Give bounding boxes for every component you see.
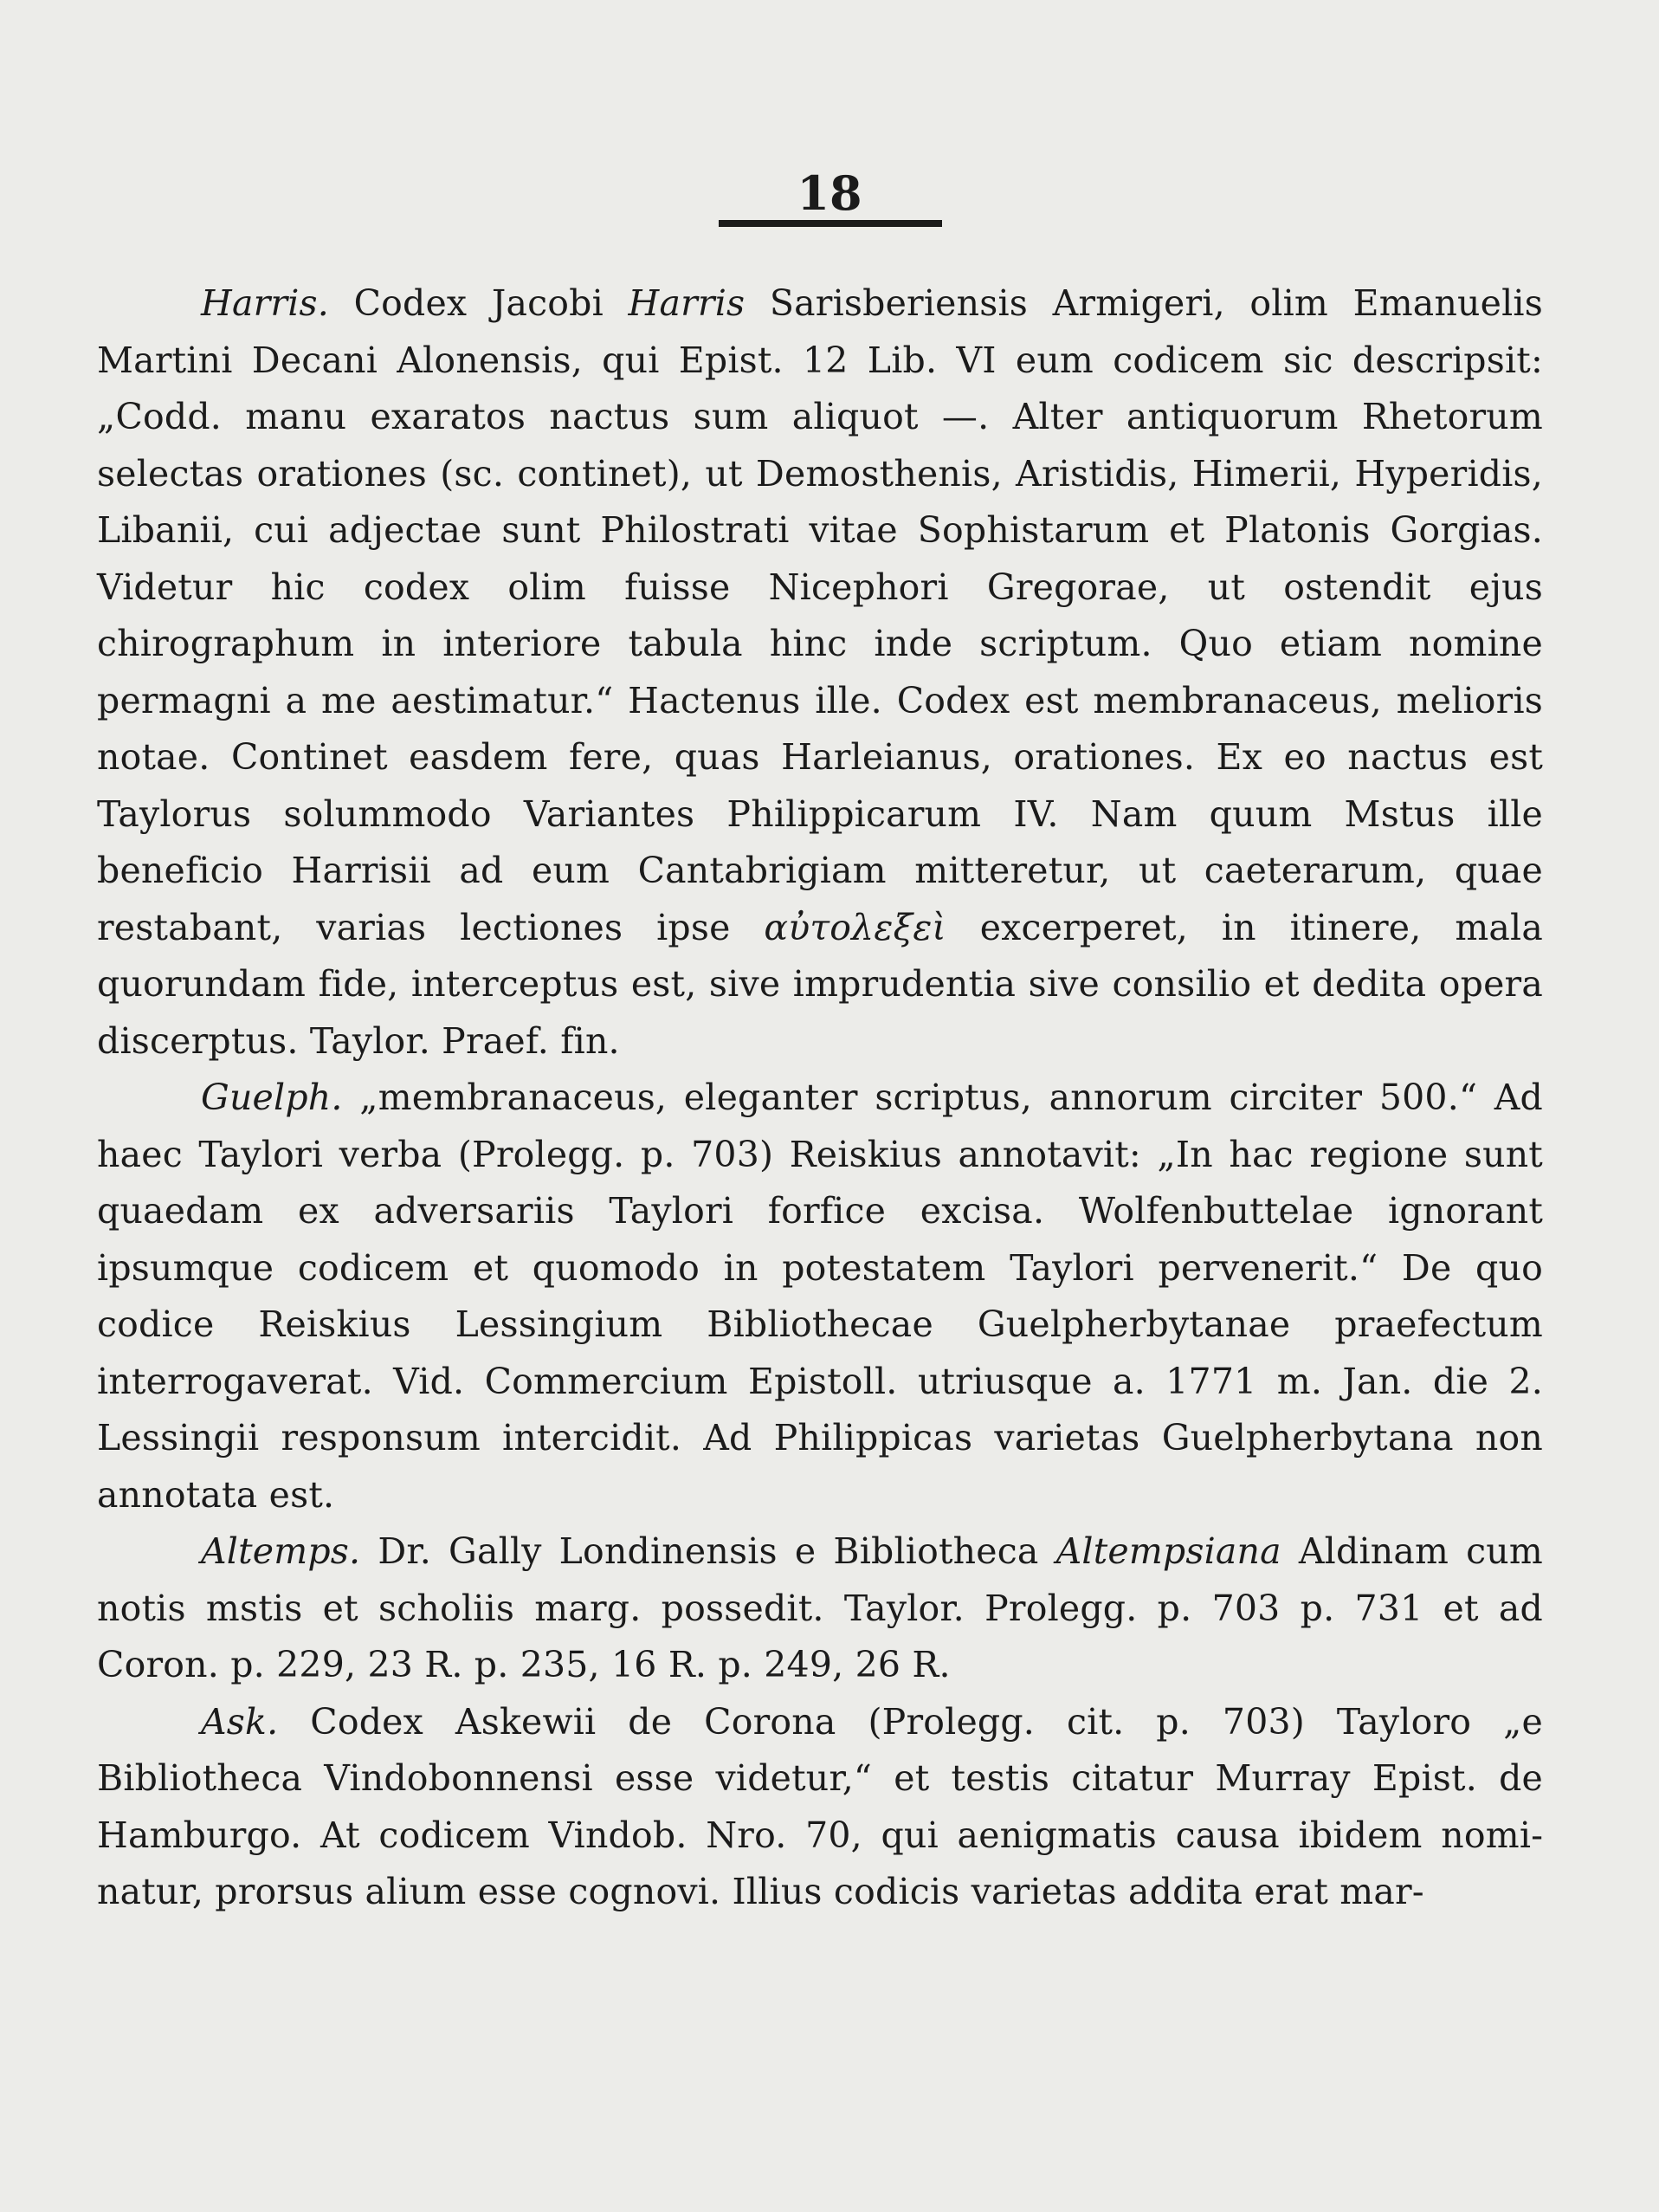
entry-guelph-text: „membranaceus, eleganter scriptus, annorum circiter 500.“ Ad haec Taylori verba (Prolegg. p. 703) Reiskius annotavit: „In hac regione sunt quaedam ex adversariis Taylori forfice excisa. Wolfenbuttelae ignorant ipsumque codicem et quomodo in potestatem Taylori pervenerit.“ De quo codice Reiskius Lessingium Bibliothecae Guelpherbytanae praefectum interrogaverat. Vid. Commercium Epistoll. utriusque a. 1771 m. Jan. die 2. Lessingii responsum intercidit. Ad Philippicas varietas Guelpherbytana non annotata est. xyxy=(97,1077,1543,1516)
body-text xyxy=(97,275,1543,1921)
header-double-rule xyxy=(719,220,942,227)
entry-guelph xyxy=(97,1070,1543,1523)
entry-ask xyxy=(97,1694,1543,1921)
entry-ask-text: Codex Askewii de Corona (Prolegg. cit. p. 703) Tayloro „e Bibliotheca Vindobonnensi esse videtur,“ et testis citatur Murray Epist. de Hamburgo. At codicem Vindob. Nro. 70, qui aenigmatis causa ibidem nominatur, prorsus alium esse cognovi. Illius codicis varietas addita erat mar- xyxy=(97,1700,1543,1912)
siglum-altemps: Altemps. xyxy=(201,1530,361,1572)
greek-word: αὐτολεξεὶ xyxy=(764,906,946,948)
entry-altemps-text-1: Dr. Gally Londinensis e Bibliotheca xyxy=(360,1530,1056,1572)
siglum-harris: Harris. xyxy=(201,282,329,324)
siglum-guelph: Guelph. xyxy=(201,1077,343,1118)
entry-altemps-text-2: Aldinam cum notis mstis et scholiis marg. possedit. Taylor. Prolegg. p. 703 p. 731 et ad Coron. p. 229, 23 R. p. 235, 16 R. p. 249, 26 R. xyxy=(97,1530,1543,1685)
siglum-ask: Ask. xyxy=(201,1700,279,1743)
name-harris: Harris xyxy=(628,282,746,324)
entry-harris-text-1: Codex Jacobi xyxy=(328,282,629,324)
entry-harris-text-2: Sarisberiensis Armigeri, olim Emanuelis Martini Decani Alonensis, qui Epist. 12 Lib. VI eum codicem sic descripsit: „Codd. manu exaratos nactus sum aliquot —. Alter antiquorum Rhetorum selectas orationes (sc. continet), ut Demosthenis, Aristidis, Himerii, Hyperidis, Libanii, cui adjectae sunt Philostrati vitae Sophistarum et Platonis Gorgias. Videtur hic codex olim fuisse Nicephori Gregorae, ut ostendit ejus chirographum in interiore tabula hinc inde scriptum. Quo etiam nomine permagni a me aestimatur.“ Hactenus ille. Codex est membranaceus, melioris notae. Continet easdem fere, quas Harleianus, orationes. Ex eo nactus est Taylorus solummodo Variantes Philippicarum IV. Nam quum Mstus ille beneficio Harrisii ad eum Cantabrigiam mitteretur, ut caeterarum, quae restabant, varias lectiones ipse xyxy=(97,282,1543,948)
name-altempsiana: Altempsiana xyxy=(1055,1530,1281,1572)
entry-altemps xyxy=(97,1523,1543,1694)
entry-harris-text-3: excerperet, in itinere, mala quorundam fide, interceptus est, sive imprudentia sive consilio et dedita opera discerptus. Taylor. Praef. fin. xyxy=(97,906,1543,1062)
entry-harris xyxy=(97,275,1543,1070)
page-number: 18 xyxy=(797,165,862,221)
